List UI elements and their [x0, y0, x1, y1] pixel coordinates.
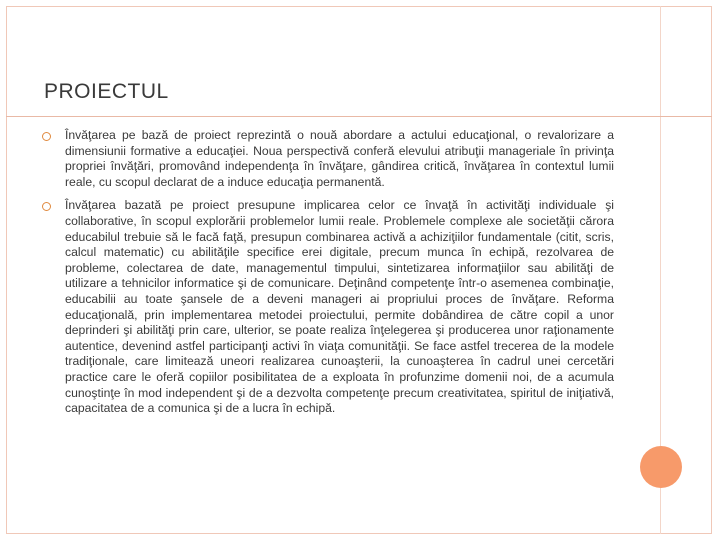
decorative-circle	[640, 446, 682, 488]
title-divider	[6, 116, 712, 117]
bullet-ring-icon	[42, 132, 51, 141]
bullet-item	[42, 198, 614, 416]
bullet-item	[42, 128, 614, 190]
bullet-list	[42, 128, 614, 425]
bullet-text: Învăţarea bazată pe proiect presupune implicarea celor ce învaţă în activităţi individuale şi collaborative, în scopul explorării problemelor lumii reale. Problemele complexe ale societăţii cărora educabilul trebuie să le facă faţă, presupun combinarea activă a achiziţiilor fundamentale (citit, scris, calcul matematic) cu abilităţile specifice erei digitale, precum munca în echipă, rezolvarea de probleme, colectarea de date, managementul timpului, sintetizarea informaţiilor sau abilităţi de utilizare a tehnicilor informatice şi de comunicare. Deţinând competenţe într-o asemenea combinaţie, educabilii au toate şansele de a deveni manageri ai propriului proces de învăţare. Reforma educaţională, prin implementarea metodei proiectului, permite dobândirea de către copil a unor deprinderi şi abilităţi prin care, ulterior, se poate realiza înţelegerea şi producerea unor raţionamente autentice, devenind astfel participanţi activi în viaţa comunităţii. Se face astfel trecerea de la modele tradiţionale, care limitează uneori realizarea cunoaşterii, la cunoaşterea în cadrul unei cercetări practice care le oferă copiilor posibilitatea de a exploata în profunzime domenii noi, de a acumula cunoştinţe în mod independent şi de a dezvolta competenţe precum creativitatea, spiritul de iniţiativă, capacitatea de a comunica şi de a lucra în echipă.	[65, 198, 614, 416]
bullet-ring-icon	[42, 202, 51, 211]
bullet-text: Învăţarea pe bază de proiect reprezintă o nouă abordare a actului educaţional, o revalorizare a dimensiunii formative a educaţiei. Noua perspectivă conferă elevului atribuţii manageriale în privinţa propriei învăţări, promovând independenţa în învăţare, gândirea critică, învăţarea în contextul lumii reale, cu scopul declarat de a induce educaţia permanentă.	[65, 128, 614, 189]
slide-title: PROIECTUL	[44, 80, 169, 103]
